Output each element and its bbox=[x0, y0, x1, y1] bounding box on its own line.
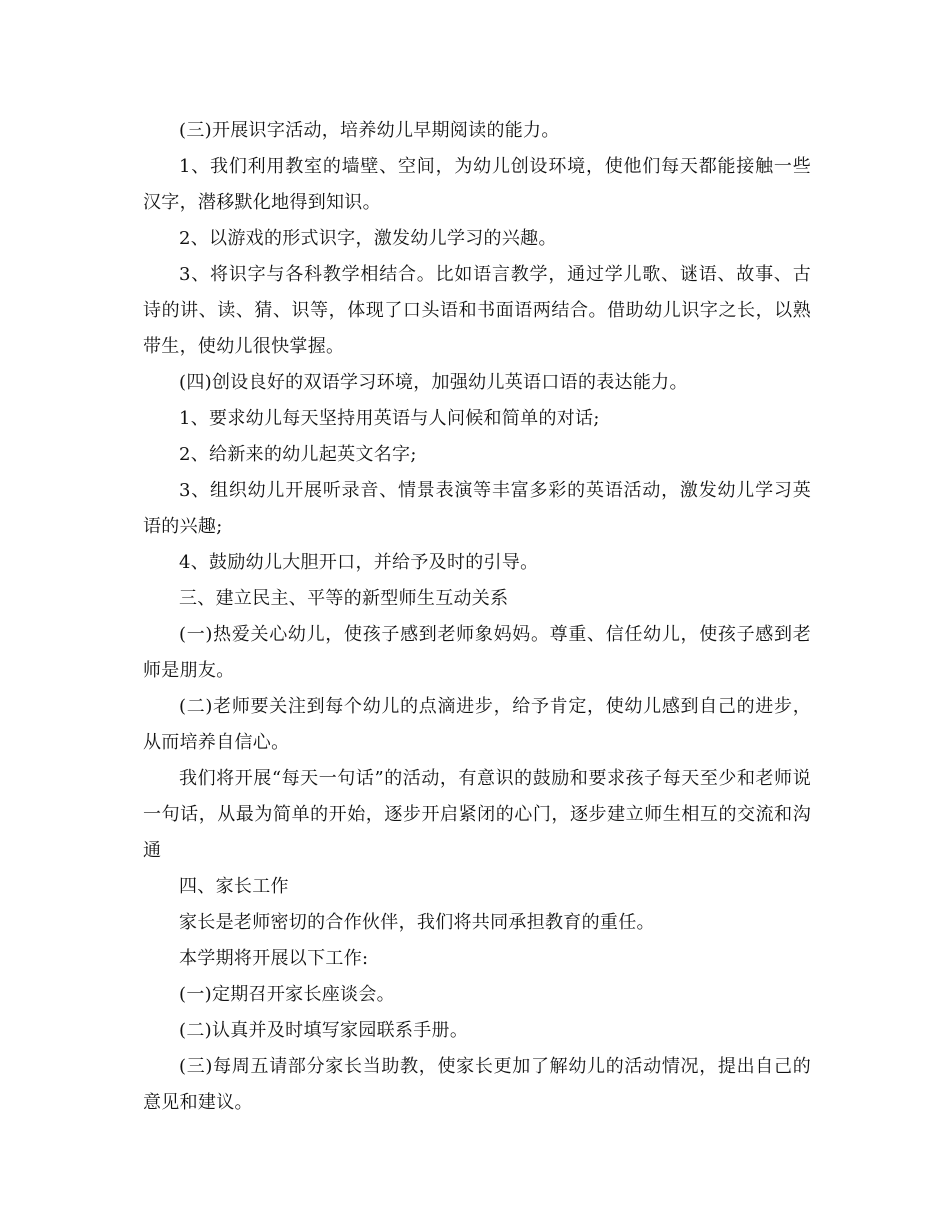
paragraph-parents-intro: 家长是老师密切的合作伙伴，我们将共同承担教育的重任。 bbox=[179, 912, 655, 933]
paragraph-teacher-student-item-1: (一)热爱关心幼儿，使孩子感到老师象妈妈。尊重、信任幼儿，使孩子感到老师是朋友。 bbox=[143, 624, 811, 681]
paragraph-heading-literacy: (三)开展识字活动，培养幼儿早期阅读的能力。 bbox=[179, 120, 560, 141]
paragraph-parents-item-3: (三)每周五请部分家长当助教，使家长更加了解幼儿的活动情况，提出自己的意见和建议。 bbox=[143, 1056, 811, 1113]
paragraph-bilingual-item-1: 1、要求幼儿每天坚持用英语与人问候和简单的对话; bbox=[179, 408, 600, 429]
paragraph-parents-item-2: (二)认真并及时填写家园联系手册。 bbox=[179, 1020, 469, 1041]
paragraph-heading-bilingual: (四)创设良好的双语学习环境，加强幼儿英语口语的表达能力。 bbox=[179, 372, 688, 393]
paragraph-teacher-student-item-2: (二)老师要关注到每个幼儿的点滴进步，给予肯定，使幼儿感到自己的进步，从而培养自信心。 bbox=[143, 696, 811, 753]
paragraph-bilingual-item-4: 4、鼓励幼儿大胆开口，并给予及时的引导。 bbox=[179, 552, 539, 573]
section-heading-teacher-student: 三、建立民主、平等的新型师生互动关系 bbox=[179, 588, 509, 609]
paragraph-parents-item-1: (一)定期召开家长座谈会。 bbox=[179, 984, 395, 1005]
paragraph-literacy-item-2: 2、以游戏的形式识字，激发幼儿学习的兴趣。 bbox=[179, 228, 557, 249]
section-heading-parents: 四、家长工作 bbox=[179, 876, 289, 897]
paragraph-parents-work-intro: 本学期将开展以下工作: bbox=[179, 948, 369, 969]
paragraph-literacy-item-1: 1、我们利用教室的墙壁、空间，为幼儿创设环境，使他们每天都能接触一些汉字，潜移默化地得到知识。 bbox=[143, 156, 811, 213]
document-body bbox=[143, 113, 811, 1121]
paragraph-bilingual-item-2: 2、给新来的幼儿起英文名字; bbox=[179, 444, 417, 465]
paragraph-daily-sentence: 我们将开展“每天一句话”的活动，有意识的鼓励和要求孩子每天至少和老师说一句话，从最为简单的开始，逐步开启紧闭的心门，逐步建立师生相互的交流和沟通 bbox=[143, 768, 811, 861]
paragraph-literacy-item-3: 3、将识字与各科教学相结合。比如语言教学，通过学儿歌、谜语、故事、古诗的讲、读、猜、识等，体现了口头语和书面语两结合。借助幼儿识字之长，以熟带生，使幼儿很快掌握。 bbox=[143, 264, 811, 357]
paragraph-bilingual-item-3: 3、组织幼儿开展听录音、情景表演等丰富多彩的英语活动，激发幼儿学习英语的兴趣; bbox=[143, 480, 811, 537]
